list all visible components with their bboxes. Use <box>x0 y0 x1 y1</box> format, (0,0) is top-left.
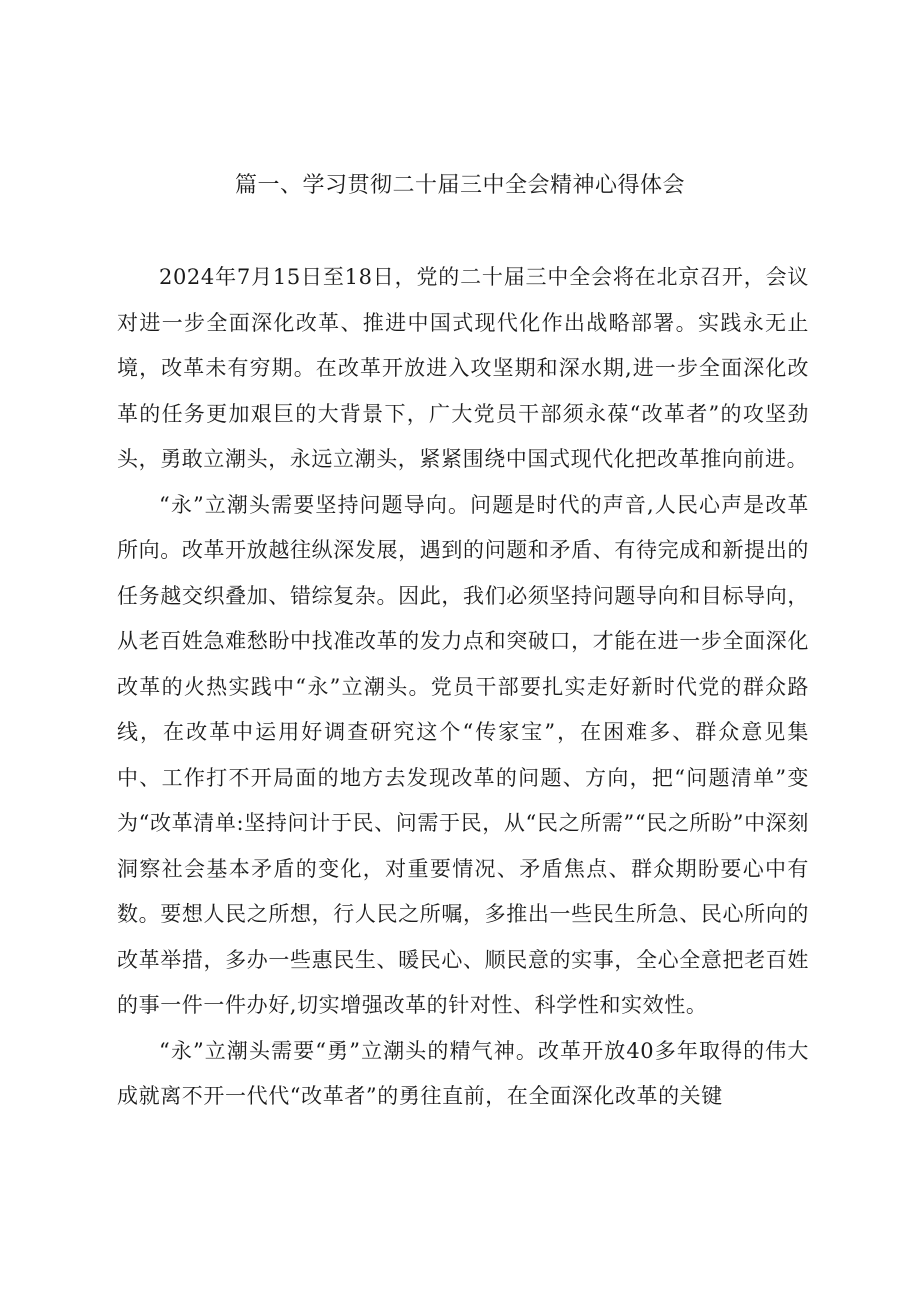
paragraph-2: “永”立潮头需要坚持问题导向。问题是时代的声音,人民心声是改革所向。改革开放越往纵深发展，遇到的问题和矛盾、有待完成和新提出的任务越交织叠加、错综复杂。因此，我们必须坚持问题导向和目标导向，从老百姓急难愁盼中找准改革的发力点和突破口，才能在进一步全面深化改革的火热实践中“永”立潮头。党员干部要扎实走好新时代党的群众路线，在改革中运用好调查研究这个“传家宝”，在困难多、群众意见集中、工作打不开局面的地方去发现改革的问题、方向，把“问题清单”变为“改革清单:坚持问计于民、问需于民，从“民之所需”“民之所盼”中深刻洞察社会基本矛盾的变化，对重要情况、矛盾焦点、群众期盼要心中有数。要想人民之所想，行人民之所嘱，多推出一些民生所急、民心所向的改革举措，多办一些惠民生、暖民心、顺民意的实事，全心全意把老百姓的事一件一件办好,切实增强改革的针对性、科学性和实效性。 <box>117 492 809 1017</box>
paragraph-1: 2024年7月15日至18日，党的二十届三中全会将在北京召开，会议对进一步全面深化改革、推进中国式现代化作出战略部署。实践永无止境，改革未有穷期。在改革开放进入攻坚期和深水期,进一步全面深化改革的任务更加艰巨的大背景下，广大党员干部须永葆“改革者”的攻坚劲头，勇敢立潮头，永远立潮头，紧紧围绕中国式现代化把改革推向前进。 <box>117 265 809 471</box>
document-title: 篇一、学习贯彻二十届三中全会精神心得体会 <box>234 173 685 198</box>
paragraph-3: “永”立潮头需要“勇”立潮头的精气神。改革开放40多年取得的伟大成就离不开一代代“改革者”的勇往直前，在全面深化改革的关键 <box>117 1038 809 1108</box>
document-body <box>117 255 809 1120</box>
